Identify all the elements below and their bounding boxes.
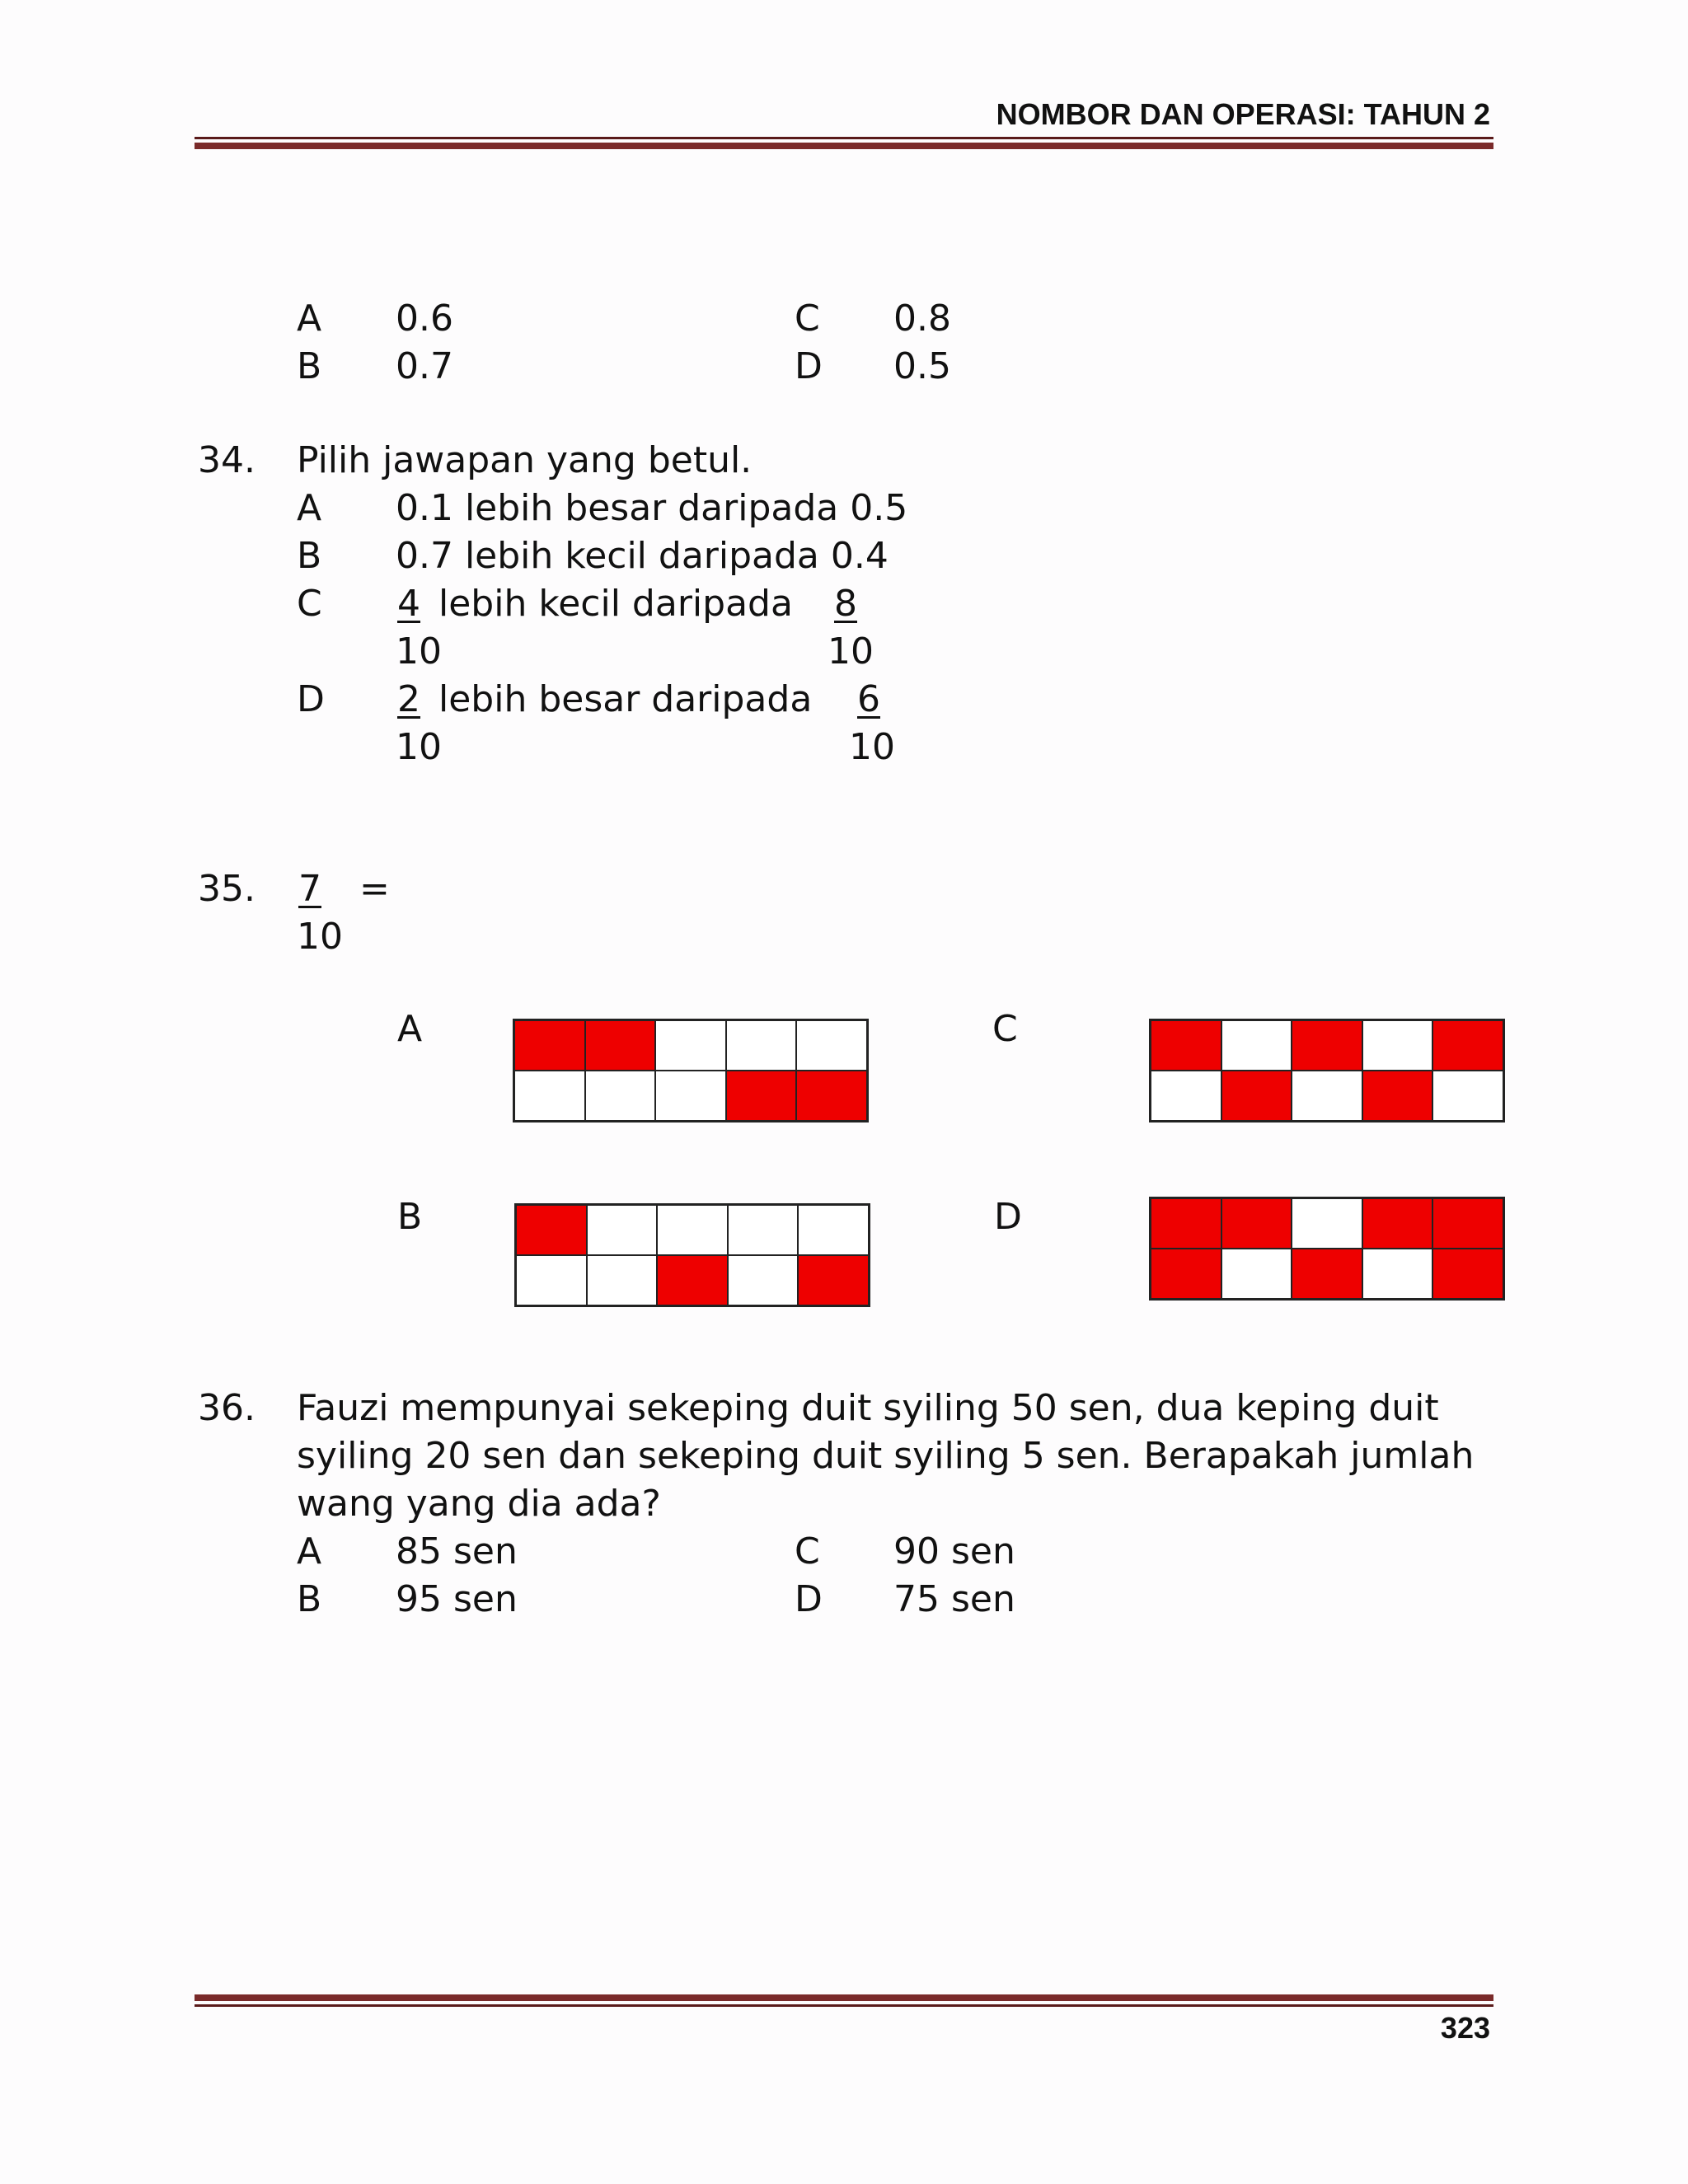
footer-rule xyxy=(195,1994,1493,2007)
grid-cell-empty xyxy=(655,1071,726,1121)
q33-option-d-text: 0.5 xyxy=(893,345,951,387)
grid-cell-empty xyxy=(1221,1020,1292,1071)
q36-option-b-text: 95 sen xyxy=(396,1578,518,1620)
grid-cell-empty xyxy=(516,1255,587,1305)
grid-cell-shaded xyxy=(657,1255,728,1305)
q35-option-b-letter: B xyxy=(397,1196,423,1238)
grid-cell-shaded xyxy=(726,1071,797,1121)
grid-cell-shaded xyxy=(1151,1198,1221,1249)
grid-cell-shaded xyxy=(1292,1020,1362,1071)
q35-denominator: 10 xyxy=(297,916,343,958)
q35-number: 35. xyxy=(198,868,256,910)
q34-option-c-denominator-2: 10 xyxy=(828,630,874,673)
q34-option-d-denominator-1: 10 xyxy=(396,726,442,768)
grid-cell-shaded xyxy=(796,1071,867,1121)
grid-cell-empty xyxy=(1292,1198,1362,1249)
q36-text-line-3: wang yang dia ada? xyxy=(297,1483,661,1525)
grid-cell-empty xyxy=(1292,1071,1362,1121)
q33-option-b-text: 0.7 xyxy=(396,345,453,387)
q35-equals-sign: = xyxy=(359,868,390,910)
grid-cell-shaded xyxy=(798,1255,869,1305)
grid-cell-shaded xyxy=(1151,1020,1221,1071)
q34-number: 34. xyxy=(198,439,256,481)
grid-cell-empty xyxy=(1362,1249,1433,1299)
q36-option-a-letter: A xyxy=(297,1530,322,1572)
q35-numerator: 7 xyxy=(298,868,321,910)
q34-option-d-denominator-2: 10 xyxy=(849,726,895,768)
q34-option-d-letter: D xyxy=(297,678,325,720)
grid-cell-empty xyxy=(1432,1071,1503,1121)
q34-option-c-denominator-1: 10 xyxy=(396,630,442,673)
q34-option-b-letter: B xyxy=(297,535,322,577)
q36-text-line-1: Fauzi mempunyai sekeping duit syiling 50 sen, dua keping duit xyxy=(297,1387,1439,1429)
grid-cell-shaded xyxy=(1221,1071,1292,1121)
q34-option-b-text: 0.7 lebih kecil daripada 0.4 xyxy=(396,535,889,577)
grid-cell-empty xyxy=(657,1205,728,1255)
q34-option-c-numerator-2: 8 xyxy=(834,583,857,625)
q35-option-d-grid xyxy=(1149,1197,1505,1301)
q34-prompt: Pilih jawapan yang betul. xyxy=(297,439,753,481)
grid-cell-shaded xyxy=(516,1205,587,1255)
grid-cell-empty xyxy=(728,1205,799,1255)
q34-option-a-letter: A xyxy=(297,487,322,529)
q36-option-b-letter: B xyxy=(297,1578,322,1620)
grid-cell-empty xyxy=(514,1071,585,1121)
grid-cell-shaded xyxy=(1432,1249,1503,1299)
q33-option-a-letter: A xyxy=(297,298,322,340)
grid-cell-shaded xyxy=(514,1020,585,1071)
grid-cell-empty xyxy=(1221,1249,1292,1299)
q34-option-c-numerator-1: 4 xyxy=(397,583,420,625)
q36-option-c-text: 90 sen xyxy=(893,1530,1015,1572)
q36-number: 36. xyxy=(198,1387,256,1429)
header-rule xyxy=(195,137,1493,149)
grid-cell-shaded xyxy=(1151,1249,1221,1299)
grid-cell-shaded xyxy=(1432,1020,1503,1071)
grid-cell-shaded xyxy=(1221,1198,1292,1249)
q33-option-b-letter: B xyxy=(297,345,322,387)
q34-option-c-phrase: lebih kecil daripada xyxy=(438,583,793,625)
q35-option-a-letter: A xyxy=(397,1008,423,1050)
q33-option-c-text: 0.8 xyxy=(893,298,951,340)
q35-option-d-letter: D xyxy=(994,1196,1022,1238)
grid-cell-empty xyxy=(728,1255,799,1305)
page-number: 323 xyxy=(1440,2011,1490,2045)
q36-option-a-text: 85 sen xyxy=(396,1530,518,1572)
q36-text-line-2: syiling 20 sen dan sekeping duit syiling 5 sen. Berapakah jumlah xyxy=(297,1435,1475,1477)
q35-option-c-grid xyxy=(1149,1019,1505,1122)
grid-cell-empty xyxy=(587,1205,658,1255)
q36-option-d-text: 75 sen xyxy=(893,1578,1015,1620)
grid-cell-empty xyxy=(796,1020,867,1071)
grid-cell-empty xyxy=(655,1020,726,1071)
grid-cell-shaded xyxy=(1432,1198,1503,1249)
q34-option-d-numerator-2: 6 xyxy=(857,678,880,720)
grid-cell-shaded xyxy=(585,1020,656,1071)
grid-cell-empty xyxy=(726,1020,797,1071)
grid-cell-shaded xyxy=(1292,1249,1362,1299)
q33-option-a-text: 0.6 xyxy=(396,298,453,340)
grid-cell-shaded xyxy=(1362,1198,1433,1249)
grid-cell-empty xyxy=(798,1205,869,1255)
grid-cell-shaded xyxy=(1362,1071,1433,1121)
q34-option-c-letter: C xyxy=(297,583,322,625)
q36-option-c-letter: C xyxy=(795,1530,820,1572)
grid-cell-empty xyxy=(585,1071,656,1121)
q36-option-d-letter: D xyxy=(795,1578,823,1620)
q34-option-a-text: 0.1 lebih besar daripada 0.5 xyxy=(396,487,908,529)
q34-option-d-phrase: lebih besar daripada xyxy=(438,678,813,720)
q33-option-c-letter: C xyxy=(795,298,820,340)
grid-cell-empty xyxy=(587,1255,658,1305)
q35-option-a-grid xyxy=(513,1019,869,1122)
q33-option-d-letter: D xyxy=(795,345,823,387)
q34-option-d-numerator-1: 2 xyxy=(397,678,420,720)
grid-cell-empty xyxy=(1151,1071,1221,1121)
grid-cell-empty xyxy=(1362,1020,1433,1071)
q35-option-c-letter: C xyxy=(992,1008,1018,1050)
page-header-title: NOMBOR DAN OPERASI: TAHUN 2 xyxy=(996,97,1490,131)
q35-option-b-grid xyxy=(514,1203,870,1307)
